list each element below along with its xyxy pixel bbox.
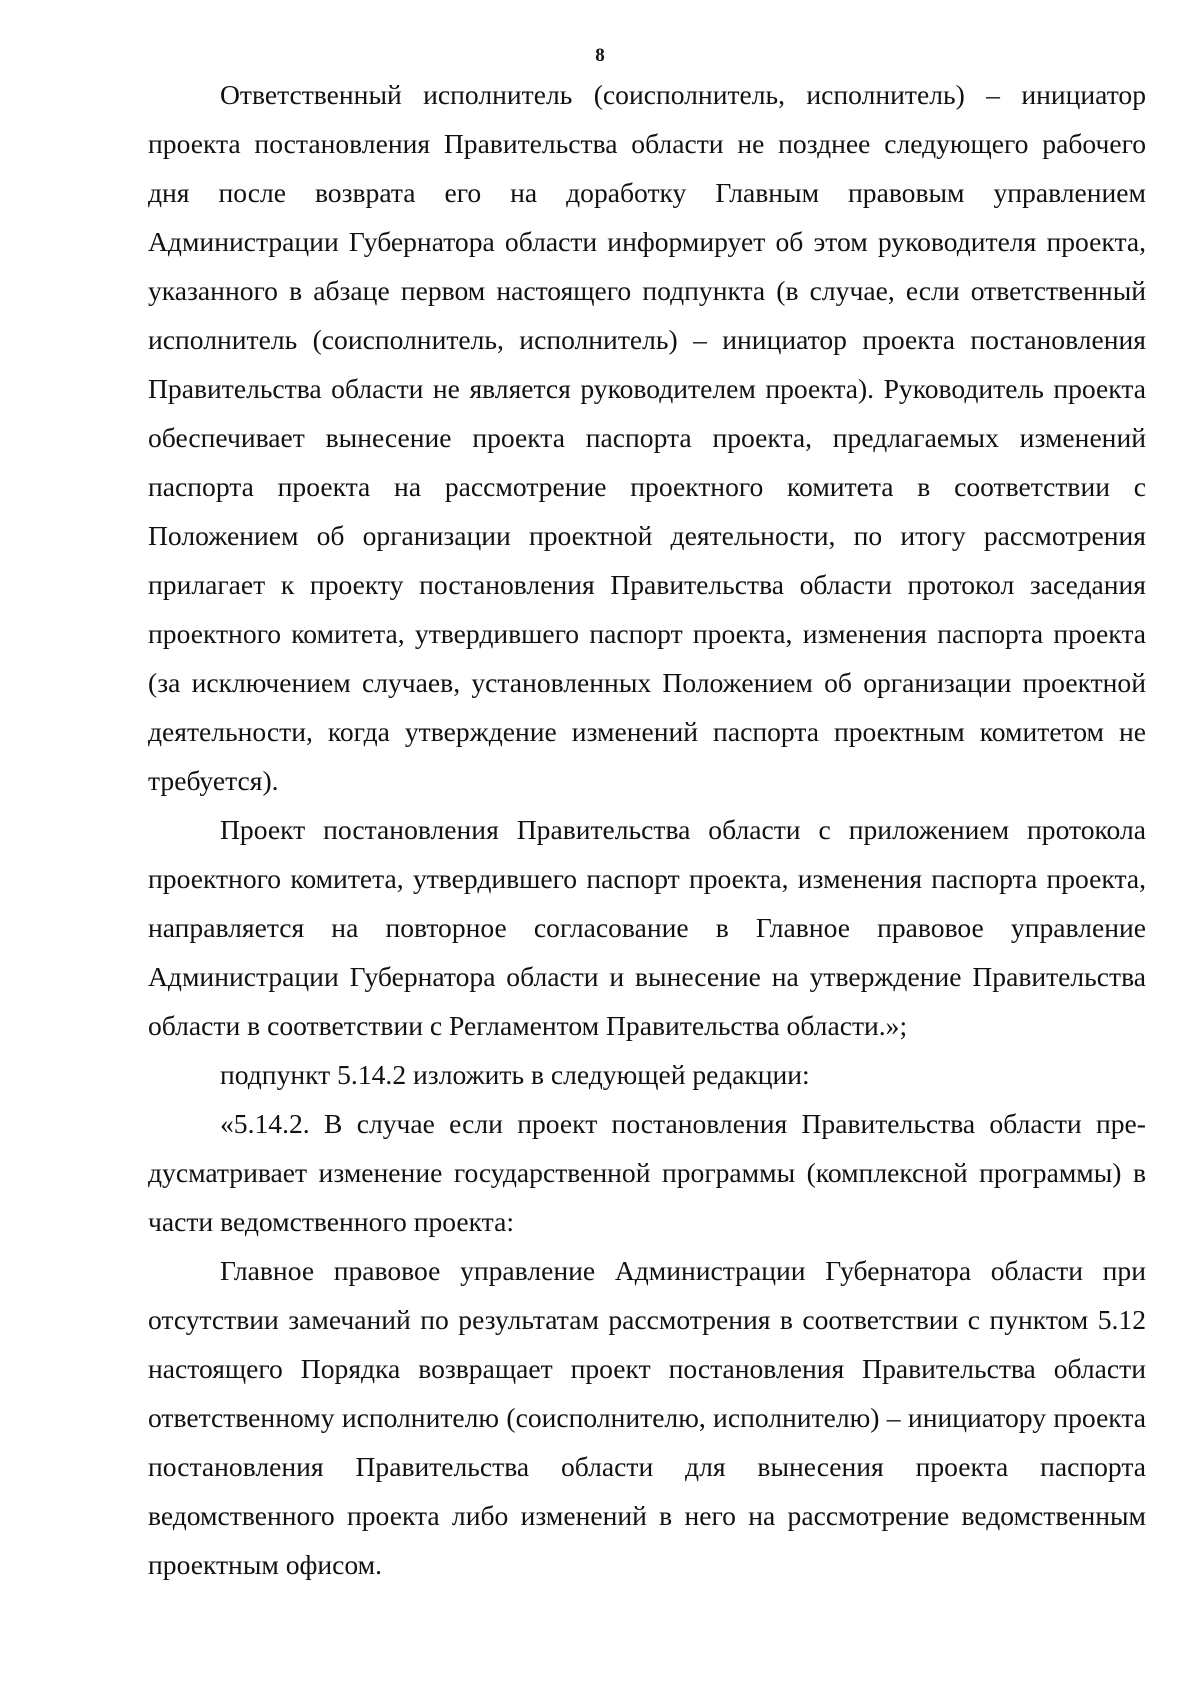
paragraph-responsible-executor: Ответственный исполнитель (соисполнитель, исполнитель) – инициатор проекта постановления Правительства области не позднее следующего рабочего дня после возврата его на доработку Главным правовым управлением Администрации Губернатора области информирует об этом руководителя проекта, указанного в абзаце первом настоящего подпункта (в случае, если ответственный исполнитель (соисполнитель, исполнитель) – инициатор проекта постановления Правительства области не является руководителем проекта). Руководитель проекта обеспечивает вынесение проекта паспорта проекта, предлагаемых изменений паспорта проекта на рассмотрение проектного комитета в соответствии с Положением об организации проектной деятельности, по итогу рассмотрения прилагает к проекту постановления Правительства области протокол заседания проектного комитета, утвердившего паспорт проекта, изменения паспорта проекта (за исключением случаев, установленных Положением об организации проектной деятельности, когда утверждение изменений паспорта проектным комитетом не требуется). — [148, 79, 1146, 796]
paragraph-draft-resolution: Проект постановления Правительства области с приложением протокола проектного комитета, утвердившего паспорт проекта, изменения паспорта проекта, направляется на повторное согласование в Главное правовое управление Администрации Губернатора области и вынесение на утверждение Правительства области в соответствии с Регламентом Правительства области.»; — [148, 814, 1146, 1041]
paragraph-clause-5-14-2: «5.14.2. В случае если проект постановления Правительства области предусматривает изменение государственной программы (комплексной программы) в части ведомственного проекта: — [148, 1108, 1146, 1237]
page-number: 8 — [595, 45, 605, 66]
document-body — [148, 70, 1146, 1589]
paragraph-subclause-instruction: подпункт 5.14.2 изложить в следующей редакции: — [220, 1059, 810, 1090]
paragraph-legal-department: Главное правовое управление Администрации Губернатора области при отсутствии замечаний по результатам рассмотрения в соответствии с пунктом 5.12 настоящего Порядка возвращает проект постановления Правительства области ответственному исполнителю (соисполнителю, исполнителю) – инициатору проекта постановления Правительства области для вынесения проекта паспорта ведомственного проекта либо изменений в него на рассмотрение ведомственным проектным офисом. — [148, 1255, 1146, 1580]
